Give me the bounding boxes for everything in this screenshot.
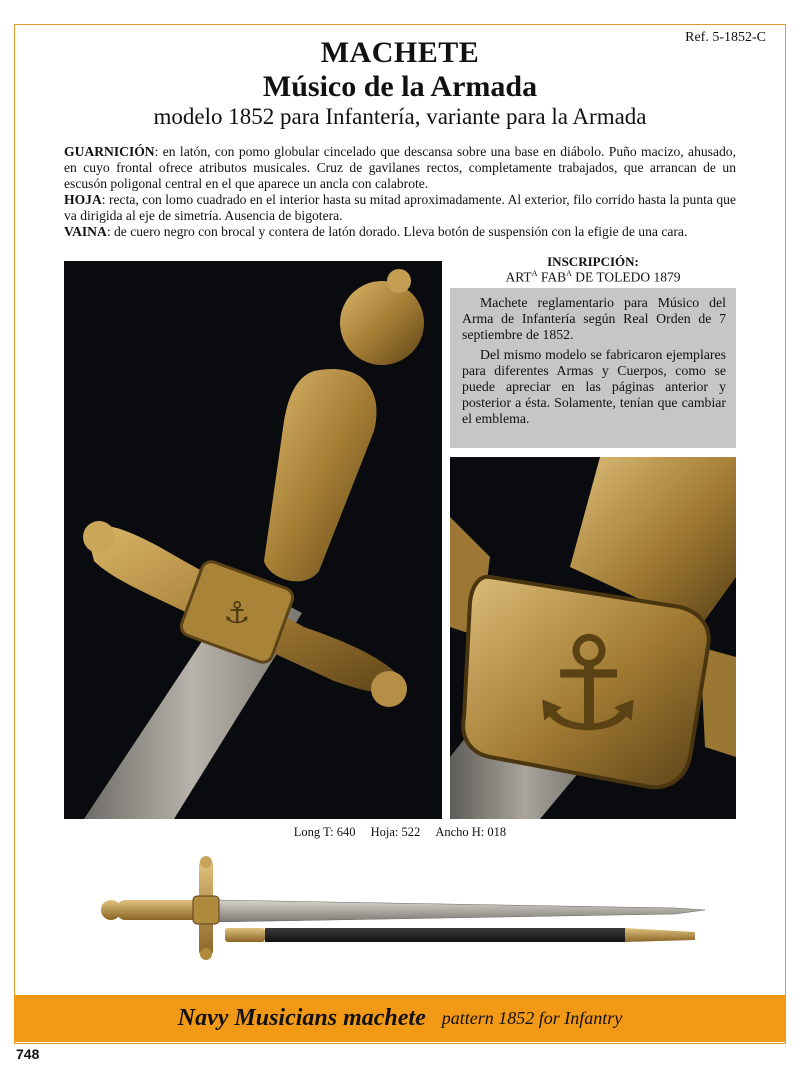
escutcheon-detail-photo bbox=[450, 457, 736, 819]
vaina-paragraph bbox=[64, 224, 736, 240]
svg-text:⚓: ⚓ bbox=[223, 596, 251, 631]
hilt-photo bbox=[64, 261, 442, 819]
inscription-part2: FAB bbox=[537, 269, 567, 285]
vaina-text: : de cuero negro con brocal y contera de latón dorado. Lleva botón de suspensión con la efigie de una cara. bbox=[106, 224, 688, 239]
inscription-part3: DE TOLEDO 1879 bbox=[571, 269, 681, 285]
page-number: 748 bbox=[16, 1046, 40, 1062]
measure-ancho: Ancho H: 018 bbox=[435, 825, 507, 839]
inscription-sup2: A bbox=[566, 269, 572, 278]
hoja-text: : recta, con lomo cuadrado en el interior hasta su mitad aproximadamente. Al exterior, filo corrido hasta la punta que va dirigida al eje de simetría. Ausencia de bigotera. bbox=[64, 192, 736, 223]
svg-text:⚓: ⚓ bbox=[529, 608, 647, 760]
inscription-text bbox=[450, 269, 736, 286]
page-subtitle: modelo 1852 para Infantería, variante para la Armada bbox=[153, 104, 647, 129]
banner-title: Navy Musicians machete bbox=[177, 1005, 426, 1031]
inscription-part1: ART bbox=[505, 269, 532, 285]
guarnicion-text: : en latón, con pomo globular cincelado que descansa sobre una base en diábolo. Puño macizo, ahusado, en cuyo frontal ofrece atributos musicales. Cruz de gavilanes rectos, completamente trabajados, que arrancan de un escusón poligonal central en el que aparece un ancla con calabrote. bbox=[64, 144, 736, 191]
inscription-title: INSCRIPCIÓN: bbox=[547, 254, 639, 269]
guarnicion-paragraph bbox=[64, 144, 736, 192]
sword-and-scabbard-illustration bbox=[95, 850, 715, 970]
page-title-line2: Músico de la Armada bbox=[262, 70, 538, 103]
banner-subtitle: pattern 1852 for Infantry bbox=[441, 1008, 623, 1028]
hoja-paragraph bbox=[64, 192, 736, 224]
guarnicion-label: GUARNICIÓN bbox=[64, 144, 155, 159]
page-title: MACHETE bbox=[320, 36, 480, 69]
english-title-banner bbox=[14, 995, 786, 1042]
measurements bbox=[0, 825, 800, 840]
description-block bbox=[64, 144, 736, 240]
note-paragraph-2: Del mismo modelo se fabricaron ejemplares para diferentes Armas y Cuerpos, como se puede apreciar en las páginas anterior y posterior a ésta. Solamente, tenían que cambiar el emblema. bbox=[462, 347, 726, 426]
reference-code: Ref. 5-1852-C bbox=[685, 30, 766, 45]
full-sword-photo bbox=[95, 850, 715, 970]
hoja-label: HOJA bbox=[64, 192, 102, 207]
vaina-label: VAINA bbox=[64, 224, 107, 239]
escutcheon-illustration bbox=[450, 457, 736, 819]
measure-long: Long T: 640 bbox=[293, 825, 356, 839]
note-paragraph-1: Machete reglamentario para Músico del Arma de Infantería según Real Orden de 7 septiembre de 1852. bbox=[462, 295, 726, 342]
note-box bbox=[450, 288, 736, 448]
hilt-illustration bbox=[64, 261, 442, 819]
inscription-sup1: A bbox=[531, 269, 538, 278]
measure-hoja: Hoja: 522 bbox=[370, 825, 421, 839]
